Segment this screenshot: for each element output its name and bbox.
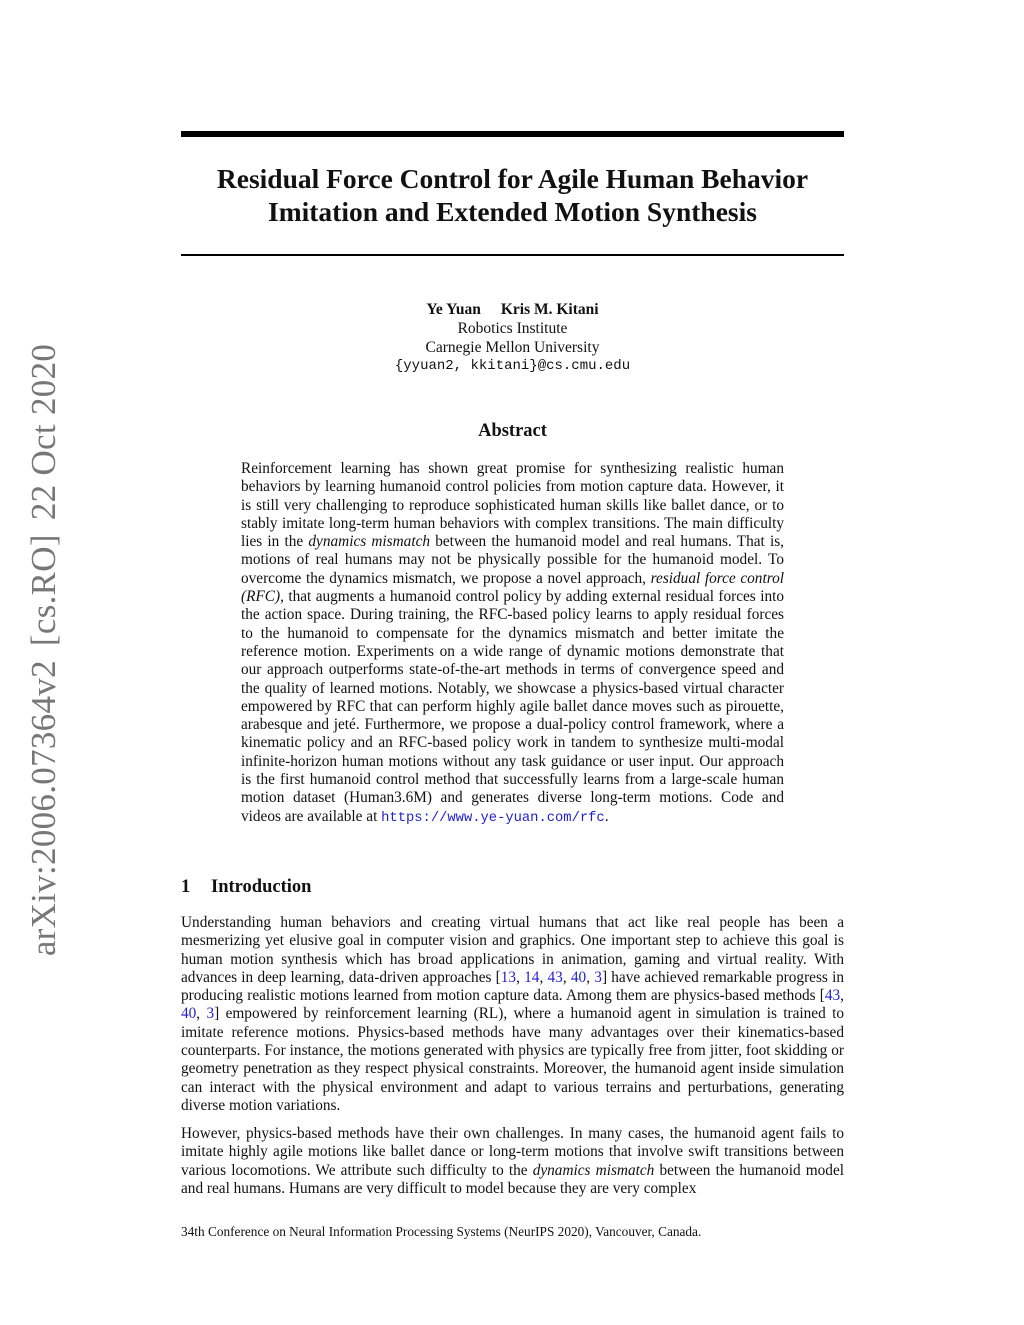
conference-footnote: 34th Conference on Neural Information Processing Systems (NeurIPS 2020), Vancouver, Canada. [181, 1224, 702, 1239]
abstract-text: Reinforcement learning has shown great promise for synthesizing realistic human behaviors by learning humanoid control policies from motion capture data. However, it is still very challenging to reproduce sophisticated human skills like ballet dance, or to stably imitate long-term human behaviors with complex transitions. The main difficulty lies in the dynamics mismatch between the humanoid model and real humans. That is, motions of real humans may not be physically possible for the humanoid model. To overcome the dynamics mismatch, we propose a novel approach, residual force control (RFC), that augments a humanoid control policy by adding external residual forces into the action space. During training, the RFC-based policy learns to apply residual forces to the humanoid to compensate for the dynamics mismatch and better imitate the reference motion. Experiments on a wide range of dynamic motions demonstrate that our approach outperforms state-of-the-art methods in terms of convergence speed and the quality of learned motions. Notably, we showcase a physics-based virtual character empowered by RFC that can perform highly agile ballet dance moves such as pirouette, arabesque and jeté. Furthermore, we propose a dual-policy control framework, where a kinematic policy and an RFC-based policy work in tandem to synthesize multi-modal infinite-horizon human motions without any task guidance or user input. Our approach is the first humanoid control method that successfully learns from a large-scale human motion dataset (Human3.6M) and generates diverse long-term motions. Code and videos are available at https://www.ye-yuan.com/rfc. [241, 460, 785, 826]
arxiv-category: [cs.RO] [24, 534, 63, 647]
citation-link[interactable]: 40 [181, 1005, 197, 1023]
affiliation-line: Robotics Institute [457, 320, 568, 337]
section-heading-introduction [181, 877, 311, 898]
citation-link[interactable]: 3 [594, 968, 602, 986]
citation-link[interactable]: 3 [206, 1005, 215, 1023]
title-top-rule [181, 131, 844, 137]
citation-link[interactable]: 43 [824, 987, 841, 1005]
intro-paragraph-2: However, physics-based methods have their own challenges. In many cases, the humanoid agent fails to imitate highly agile motions like ballet dance or long-term motions that involve swift transitions between various locomotions. We attribute such difficulty to the dynamics mismatch between the humanoid model and real humans. Humans are very difficult to model because they are very complex [181, 1125, 844, 1197]
author-block [181, 300, 844, 376]
author-names [181, 300, 844, 319]
citation-link[interactable]: 13 [500, 968, 517, 986]
section-number: 1 [181, 877, 191, 897]
citation-link[interactable]: 14 [524, 968, 540, 986]
author-name: Kris M. Kitani [500, 301, 599, 318]
emphasis: dynamics mismatch [532, 1161, 655, 1179]
author-name: Ye Yuan [426, 301, 481, 318]
emphasis: dynamics mismatch [308, 533, 431, 551]
arxiv-date: 22 Oct 2020 [24, 343, 63, 521]
project-url-link[interactable]: https://www.ye-yuan.com/rfc [381, 810, 605, 826]
intro-paragraph-1: Understanding human behaviors and creating virtual humans that act like real people has been a mesmerizing yet elusive goal in computer vision and graphics. One important step to achieve this goal is human motion synthesis which has broad applications in animation, gaming and virtual reality. With advances in deep learning, data-driven approaches [13, 14, 43, 40, 3] have achieved remarkable progress in producing realistic motions learned from motion capture data. Among them are physics-based methods [43, 40, 3] empowered by reinforcement learning (RL), where a humanoid agent in simulation is trained to imitate reference motions. Physics-based methods have many advantages over their kinematics-based counterparts. For instance, the motions generated with physics are typically free from jitter, foot skidding or geometry penetration as they respect physical constraints. Moreover, the humanoid agent inside simulation can interact with the physical environment and adapt to various terrains and perturbations, generating diverse motion variations. [181, 914, 845, 1114]
title-line-1: Residual Force Control for Agile Human Behavior [216, 163, 809, 194]
citation-link[interactable]: 43 [547, 968, 563, 986]
author-email: {yyuan2, kkitani}@cs.cmu.edu [394, 358, 631, 374]
paper-title [181, 162, 844, 228]
arxiv-id: arXiv:2006.07364v2 [24, 660, 63, 957]
affiliation-line: Carnegie Mellon University [425, 339, 600, 356]
section-title: Introduction [211, 877, 312, 897]
abstract-heading: Abstract [478, 421, 547, 441]
emphasis: residual force control (RFC) [241, 569, 784, 606]
title-bottom-rule [181, 254, 844, 256]
arxiv-identifier-sidebar [24, 344, 64, 956]
title-line-2: Imitation and Extended Motion Synthesis [268, 196, 757, 227]
citation-link[interactable]: 40 [570, 968, 587, 986]
